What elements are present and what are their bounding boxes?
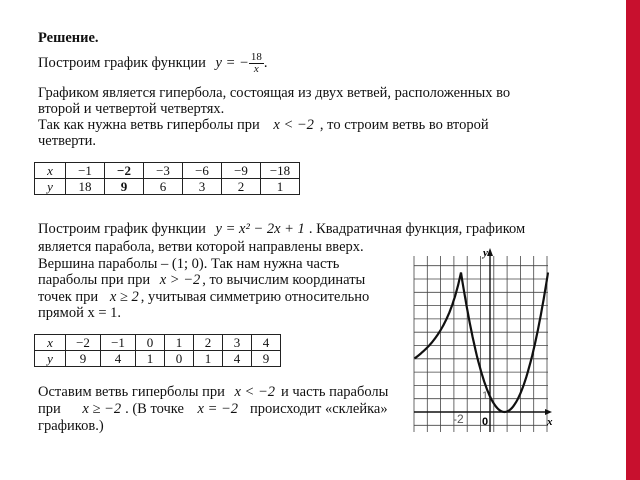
hyperbola-desc-line3: Так как нужна ветвь гиперболы при x < −2 , то строим ветвь во второй: [38, 117, 489, 133]
x-axis-arrow: [545, 409, 552, 415]
y-unit-label: 1: [482, 390, 489, 402]
table-row: y 18 9 6 3 2 1: [35, 179, 300, 195]
table-header-x: x: [35, 163, 66, 179]
table-header-y: y: [35, 179, 66, 195]
hyperbola-desc-line1: Графиком является гипербола, состоящая из двух ветвей, расположенных во: [38, 85, 511, 101]
parabola-desc-line6: прямой x = 1.: [38, 305, 122, 321]
x-axis-label: x: [547, 416, 553, 428]
y-axis-label: y: [483, 247, 488, 259]
hyperbola-desc-line2: второй и четвертой четвертях.: [38, 101, 225, 117]
solution-heading: Решение.: [38, 30, 99, 46]
table-row: x −1 −2 −3 −6 −9 −18: [35, 163, 300, 179]
y-axis-arrow: [487, 248, 493, 256]
graph-grid: [414, 256, 548, 432]
parabola-desc-line1: Построим график функции y = x² − 2x + 1 . Квадратичная функция, графиком: [38, 221, 526, 237]
conclusion-line3: графиков.): [38, 418, 104, 434]
accent-bar: [626, 0, 640, 480]
table-row: y 9 4 1 0 1 4 9: [35, 351, 281, 367]
parabola-desc-line5: точек при x ≥ 2 , учитывая симметрию относительно: [38, 289, 370, 305]
origin-label: 0: [482, 416, 489, 428]
hyperbola-desc-line4: четверти.: [38, 133, 97, 149]
parabola-desc-line4: параболы при при x > −2 , то вычислим координаты: [38, 272, 366, 288]
conclusion-line2: при x ≥ −2 . (В точке x = −2 происходит «склейка»: [38, 401, 388, 417]
table-header-y: y: [35, 351, 66, 367]
paragraph-build-hyperbola: Построим график функции y = − $\frac{18}{x}$ .: [38, 51, 268, 75]
conclusion-line1: Оставим ветвь гиперболы при x < −2 и часть параболы: [38, 384, 389, 400]
minus-two-label: -2: [453, 412, 464, 426]
table-row: x −2 −1 0 1 2 3 4: [35, 335, 281, 351]
fraction: $\frac{18}{x}$: [250, 51, 262, 75]
parabola-desc-line3: Вершина параболы – (1; 0). Так нам нужна часть: [38, 256, 340, 272]
parabola-desc-line2: является парабола, ветви которой направлены вверх.: [38, 239, 364, 255]
table-header-x: x: [35, 335, 66, 351]
